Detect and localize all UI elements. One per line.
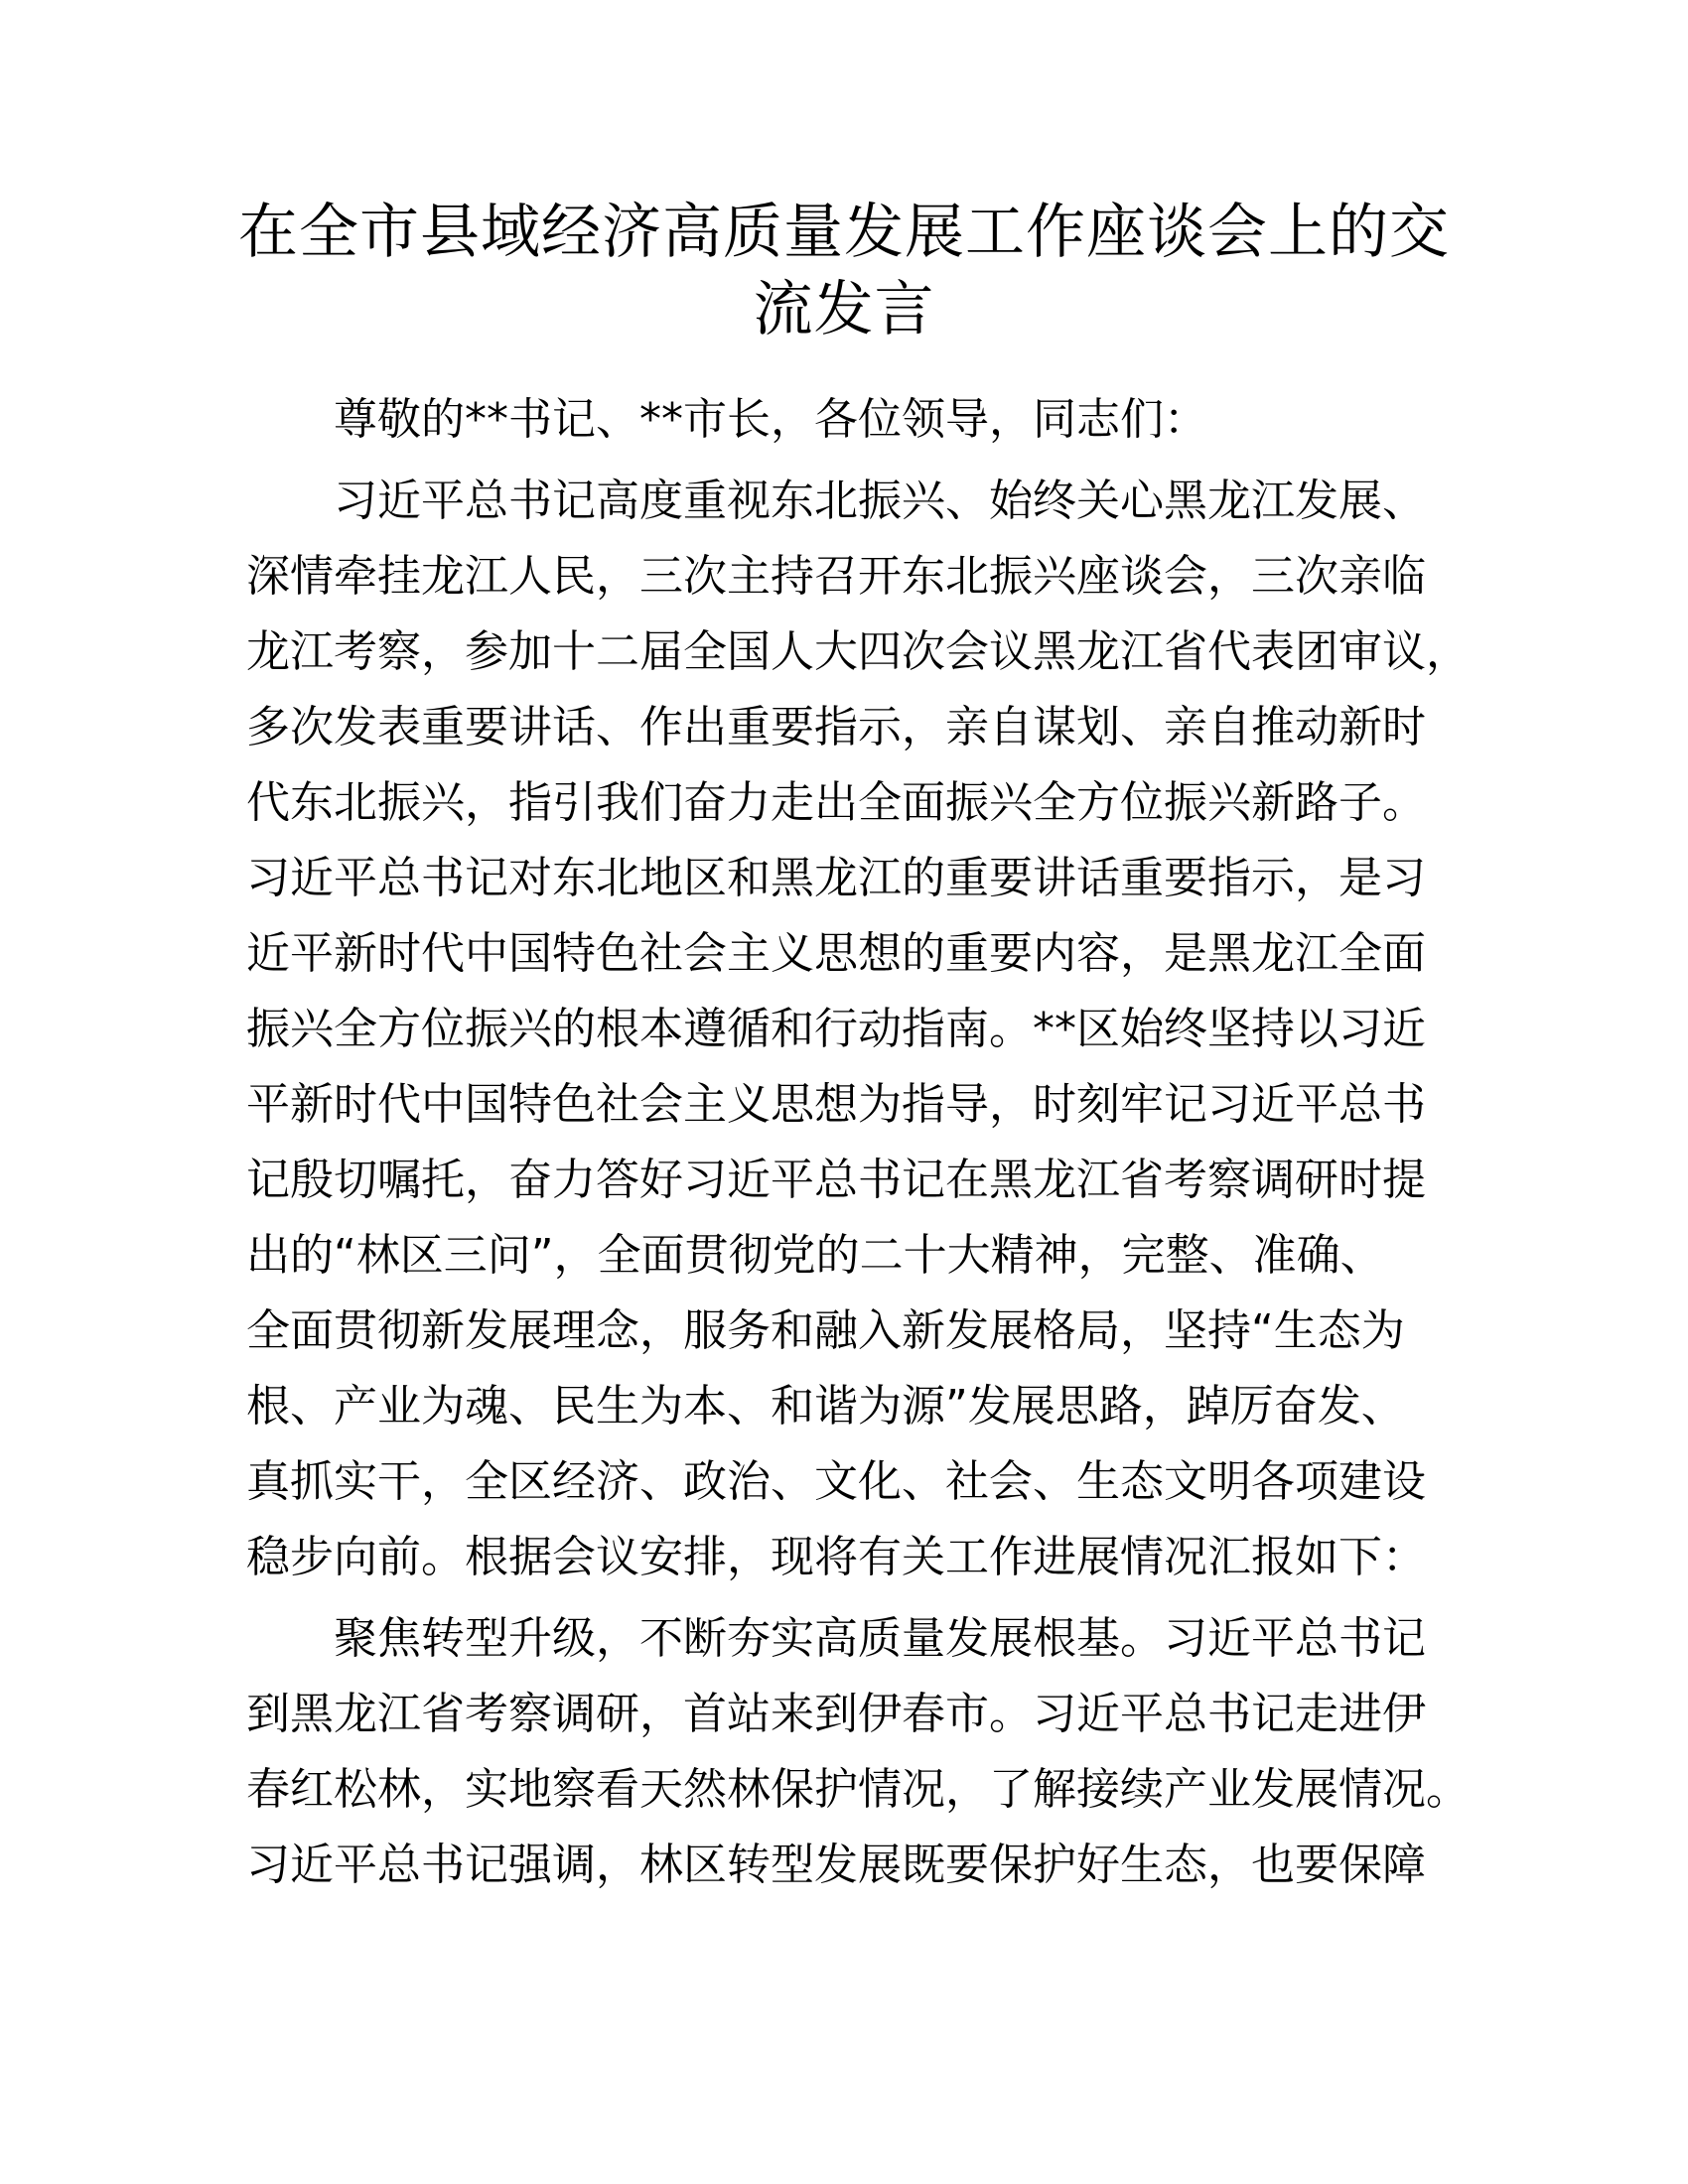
paragraph-line: 真抓实干，全区经济、政治、文化、社会、生态文明各项建设 [246, 1456, 1426, 1507]
paragraph-line: 多次发表重要讲话、作出重要指示，亲自谋划、亲自推动新时 [246, 702, 1426, 752]
document-title [228, 194, 1460, 348]
paragraph-line: 振兴全方位振兴的根本遵循和行动指南。**区始终坚持以习近 [246, 1004, 1426, 1054]
paragraph-line: 全面贯彻新发展理念，服务和融入新发展格局，坚持“生态为 [246, 1305, 1405, 1356]
paragraph-1 [246, 464, 1470, 1595]
paragraph-line: 习近平总书记强调，林区转型发展既要保护好生态，也要保障 [246, 1840, 1426, 1890]
paragraph-line: 春红松林，实地察看天然林保护情况，了解接续产业发展情况。 [246, 1764, 1470, 1815]
paragraph-line: 到黑龙江省考察调研，首站来到伊春市。习近平总书记走进伊 [246, 1689, 1426, 1739]
paragraph-2 [246, 1601, 1470, 1903]
paragraph-line: 习近平总书记对东北地区和黑龙江的重要讲话重要指示，是习 [246, 853, 1426, 903]
paragraph-line: 习近平总书记高度重视东北振兴、始终关心黑龙江发展、 [334, 476, 1426, 526]
paragraph-line: 出的“林区三问”，全面贯彻党的二十大精神，完整、准确、 [246, 1230, 1384, 1281]
title-line-1: 在全市县域经济高质量发展工作座谈会上的交 [238, 198, 1450, 267]
paragraph-line: 代东北振兴，指引我们奋力走出全面振兴全方位振兴新路子。 [246, 777, 1426, 828]
paragraph-line: 记殷切嘱托，奋力答好习近平总书记在黑龙江省考察调研时提 [246, 1155, 1426, 1205]
greeting-line: 尊敬的**书记、**市长，各位领导，同志们： [334, 394, 1207, 445]
paragraph-line: 深情牵挂龙江人民，三次主持召开东北振兴座谈会，三次亲临 [246, 551, 1426, 602]
paragraph-line: 稳步向前。根据会议安排，现将有关工作进展情况汇报如下： [246, 1532, 1426, 1582]
paragraph-line: 聚焦转型升级，不断夯实高质量发展根基。习近平总书记 [334, 1613, 1426, 1664]
greeting-paragraph [246, 382, 1458, 458]
paragraph-line: 平新时代中国特色社会主义思想为指导，时刻牢记习近平总书 [246, 1079, 1426, 1130]
document-body [246, 382, 1470, 1903]
paragraph-line: 根、产业为魂、民生为本、和谐为源”发展思路，踔厉奋发、 [246, 1381, 1405, 1432]
title-line-2: 流发言 [753, 275, 935, 344]
paragraph-line: 近平新时代中国特色社会主义思想的重要内容，是黑龙江全面 [246, 928, 1426, 979]
paragraph-line: 龙江考察，参加十二届全国人大四次会议黑龙江省代表团审议， [246, 626, 1470, 677]
